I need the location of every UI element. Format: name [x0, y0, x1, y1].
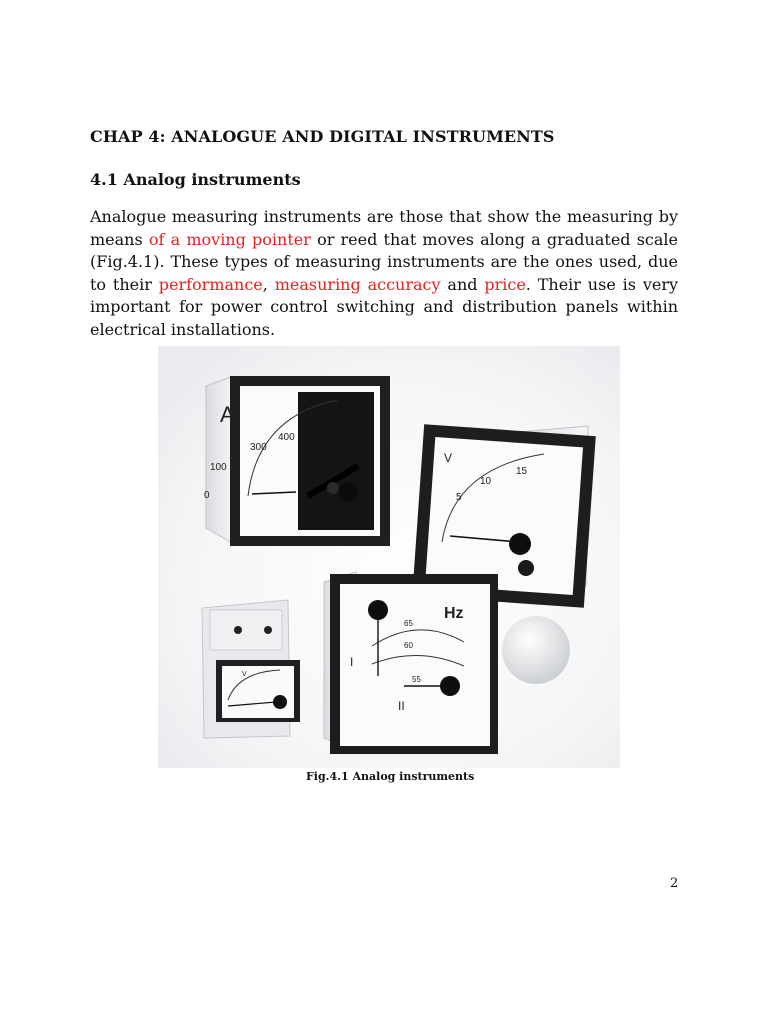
voltmeter-tick-5: 5 — [456, 492, 462, 503]
ammeter-tick-100: 100 — [210, 462, 227, 473]
frequency-roman-1: I — [350, 655, 354, 669]
section-title: 4.1 Analog instruments — [90, 170, 301, 189]
din-rail-voltmeter — [202, 600, 300, 738]
decorative-sphere — [502, 616, 570, 684]
frequency-tick-60: 60 — [404, 641, 413, 650]
voltmeter-tick-15: 15 — [516, 466, 528, 477]
figure-caption: Fig.4.1 Analog instruments — [306, 770, 475, 783]
ammeter-tick-400: 400 — [278, 432, 295, 443]
highlight-measuring-accuracy: measuring accuracy — [274, 274, 441, 294]
paragraph-text: , — [262, 274, 275, 294]
din-meter-unit: V — [242, 671, 247, 678]
page-number: 2 — [670, 876, 679, 891]
paragraph-text: Analogue measuring instruments are those that show the measuring by means — [90, 207, 678, 249]
paragraph-text: . Their use is very important for power control switching and distribution panels within electrical installations. — [90, 274, 679, 339]
highlight-price: price — [484, 274, 526, 294]
body-paragraph — [90, 206, 678, 342]
frequency-tick-55: 55 — [412, 675, 421, 684]
analog-instruments-photo — [158, 346, 620, 768]
voltmeter-unit: V — [444, 451, 453, 465]
paragraph-text: or reed that moves along a graduated scale (Fig.4.1). These types of measuring instruments are the ones used, due to their — [90, 229, 679, 294]
frequency-roman-2: II — [398, 699, 405, 713]
ammeter-tick-0: 0 — [204, 490, 210, 501]
ammeter-tick-300: 300 — [250, 442, 267, 453]
frequency-meter-unit: Hz — [444, 605, 464, 622]
voltmeter-tick-10: 10 — [480, 476, 492, 487]
ammeter — [204, 376, 390, 546]
ammeter-unit: A — [220, 402, 235, 427]
frequency-meter — [324, 572, 498, 754]
chapter-title: CHAP 4: ANALOGUE AND DIGITAL INSTRUMENTS — [90, 127, 555, 146]
paragraph-text: and — [440, 274, 485, 294]
highlight-moving-pointer: of a moving pointer — [148, 229, 311, 249]
frequency-tick-65: 65 — [404, 619, 413, 628]
highlight-performance: performance — [158, 274, 263, 294]
